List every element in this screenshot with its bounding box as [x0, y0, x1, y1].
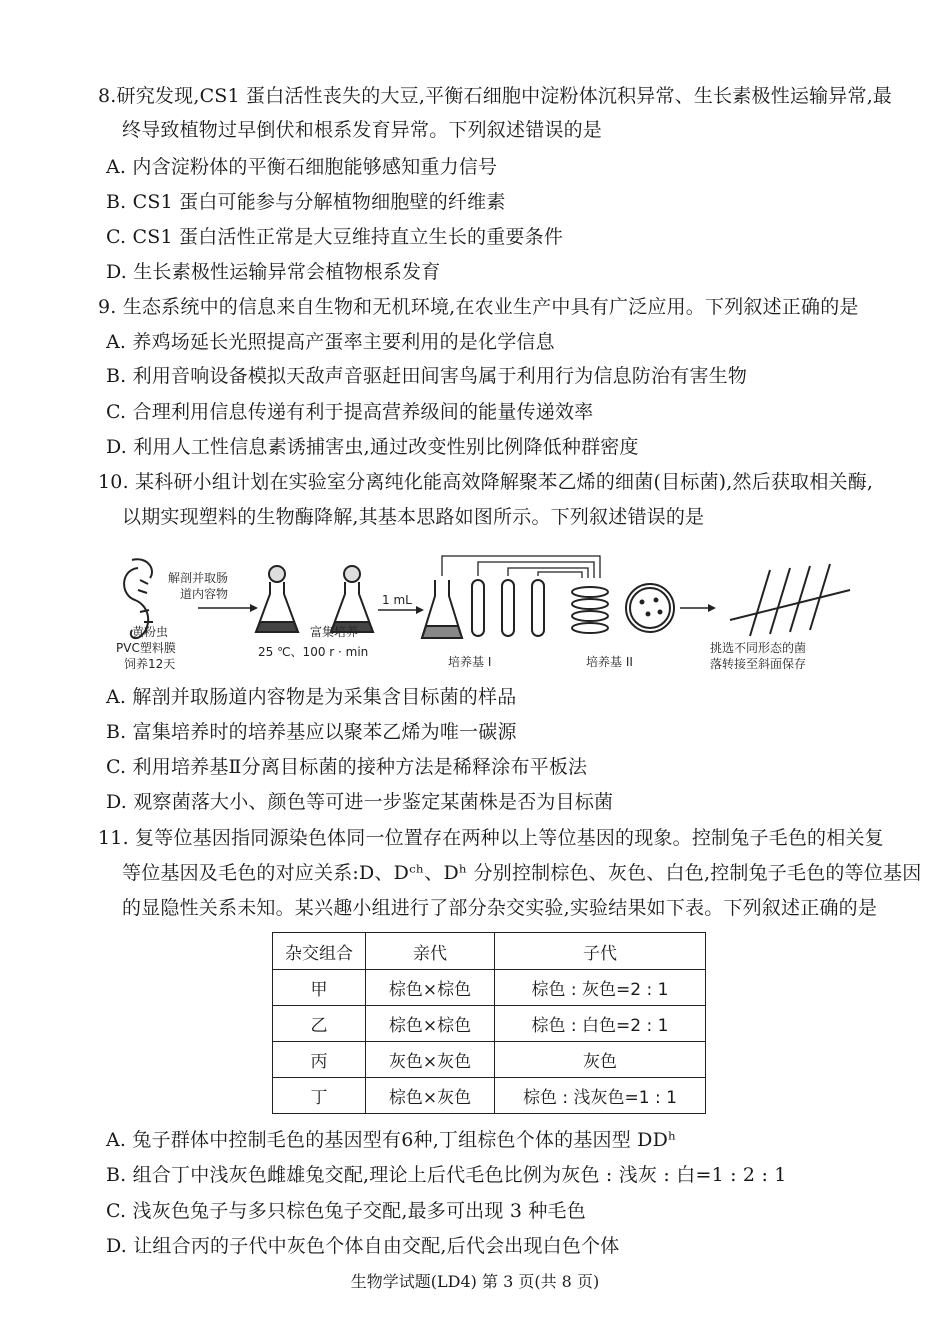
q8-option-a: A. 内含淀粉体的平衡石细胞能够感知重力信号 [106, 156, 498, 178]
transfer-arrows [442, 556, 600, 578]
table-cell: 灰色×灰色 [366, 1042, 495, 1078]
q8-stem-line1: 8.研究发现,CS1 蛋白活性丧失的大豆,平衡石细胞中淀粉体沉积异常、生长素极性运输异常,最 [98, 85, 893, 107]
label-medium2: 培养基 II [586, 655, 633, 669]
test-tube-icon [472, 580, 544, 636]
table-header-row [273, 933, 706, 970]
q8-option-b: B. CS1 蛋白可能参与分解植物细胞壁的纤维素 [106, 191, 506, 213]
q10-option-d: D. 观察菌落大小、颜色等可进一步鉴定某菌株是否为目标菌 [106, 791, 614, 813]
table-cell: 乙 [273, 1006, 366, 1042]
table-header: 杂交组合 [273, 933, 366, 970]
label-cond: 25 ℃、100 r · min [258, 645, 369, 659]
label-dissect2: 道内容物 [180, 587, 229, 601]
label-worm3: 饲养12天 [124, 657, 176, 671]
q9-option-a: A. 养鸡场延长光照提高产蛋率主要利用的是化学信息 [106, 331, 555, 353]
arrowhead [416, 606, 424, 614]
flask-icon [256, 566, 298, 632]
table-cell: 棕色×棕色 [366, 1006, 495, 1042]
petri-dish-icon [626, 584, 674, 632]
table-row [273, 970, 706, 1006]
q11-stem-line2: 等位基因及毛色的对应关系:D、Dᶜʰ、Dʰ 分别控制棕色、灰色、白色,控制兔子毛色的等位基因 [122, 862, 922, 884]
flask-icon [422, 580, 462, 638]
flask-icon [331, 566, 373, 632]
label-enrich: 富集培养 [310, 625, 359, 639]
q9-stem-line1: 9. 生态系统中的信息来自生物和无机环境,在农业生产中具有广泛应用。下列叙述正确的是 [98, 296, 859, 318]
table-cell: 棕色 : 白色=2 : 1 [495, 1006, 706, 1042]
table-cell: 棕色 : 灰色=2 : 1 [495, 970, 706, 1006]
page-footer: 生物学试题(LD4) 第 3 页(共 8 页) [350, 1272, 600, 1291]
q9-option-c: C. 合理利用信息传递有利于提高营养级间的能量传递效率 [106, 401, 594, 423]
q8-option-c: C. CS1 蛋白活性正常是大豆维持直立生长的重要条件 [106, 226, 564, 248]
table-header: 子代 [495, 933, 706, 970]
label-dissect: 解剖并取肠 [168, 571, 229, 585]
label-worm1: 黄粉虫 [132, 625, 169, 639]
q11-option-b: B. 组合丁中浅灰色雌雄兔交配,理论上后代毛色比例为灰色 : 浅灰 : 白=1 : 2 : 1 [106, 1164, 787, 1186]
table-cell: 丙 [273, 1042, 366, 1078]
petri-stack-icon [572, 587, 608, 633]
table-row [273, 1078, 706, 1114]
table-cell: 甲 [273, 970, 366, 1006]
cross-results-table [272, 932, 706, 1114]
slant-tubes-icon [730, 564, 850, 636]
label-vol: 1 mL [382, 593, 412, 607]
label-medium1: 培养基 I [448, 655, 492, 669]
q10-option-a: A. 解剖并取肠道内容物是为采集含目标菌的样品 [106, 686, 517, 708]
table-cell: 棕色 : 浅灰色=1 : 1 [495, 1078, 706, 1114]
q9-option-b: B. 利用音响设备模拟天敌声音驱赶田间害鸟属于利用行为信息防治有害生物 [106, 365, 748, 387]
label-worm2: PVC塑料膜 [116, 641, 176, 655]
q9-option-d: D. 利用人工性信息素诱捕害虫,通过改变性别比例降低种群密度 [106, 436, 639, 458]
q10-stem-line1: 10. 某科研小组计划在实验室分离纯化能高效降解聚苯乙烯的细菌(目标菌),然后获取相关酶, [98, 471, 874, 493]
q10-stem-line2: 以期实现塑料的生物酶降解,其基本思路如图所示。下列叙述错误的是 [122, 506, 705, 528]
experiment-flow-diagram [110, 540, 860, 680]
table-row [273, 1006, 706, 1042]
q11-option-a: A. 兔子群体中控制毛色的基因型有6种,丁组棕色个体的基因型 DDʰ [106, 1129, 677, 1151]
q11-stem-line3: 的显隐性关系未知。某兴趣小组进行了部分杂交实验,实验结果如下表。下列叙述正确的是 [122, 897, 878, 919]
q11-stem-line1: 11. 复等位基因指同源染色体同一位置存在两种以上等位基因的现象。控制兔子毛色的相关复 [98, 827, 884, 849]
arrowhead [250, 604, 258, 612]
q10-option-b: B. 富集培养时的培养基应以聚苯乙烯为唯一碳源 [106, 721, 517, 743]
q10-option-c: C. 利用培养基Ⅱ分离目标菌的接种方法是稀释涂布平板法 [106, 756, 588, 778]
label-pick1: 挑选不同形态的菌 [710, 641, 807, 655]
table-cell: 棕色×灰色 [366, 1078, 495, 1114]
table-cell: 灰色 [495, 1042, 706, 1078]
q11-option-c: C. 浅灰色兔子与多只棕色兔子交配,最多可出现 3 种毛色 [106, 1200, 586, 1222]
label-pick2: 落转接至斜面保存 [710, 657, 807, 671]
q11-option-d: D. 让组合丙的子代中灰色个体自由交配,后代会出现白色个体 [106, 1235, 620, 1257]
table-header: 亲代 [366, 933, 495, 970]
q8-stem-line2: 终导致植物过早倒伏和根系发育异常。下列叙述错误的是 [122, 119, 603, 141]
q8-option-d: D. 生长素极性运输异常会植物根系发育 [106, 261, 441, 283]
table-cell: 丁 [273, 1078, 366, 1114]
table-row [273, 1042, 706, 1078]
arrowhead [708, 604, 716, 612]
table-cell: 棕色×棕色 [366, 970, 495, 1006]
